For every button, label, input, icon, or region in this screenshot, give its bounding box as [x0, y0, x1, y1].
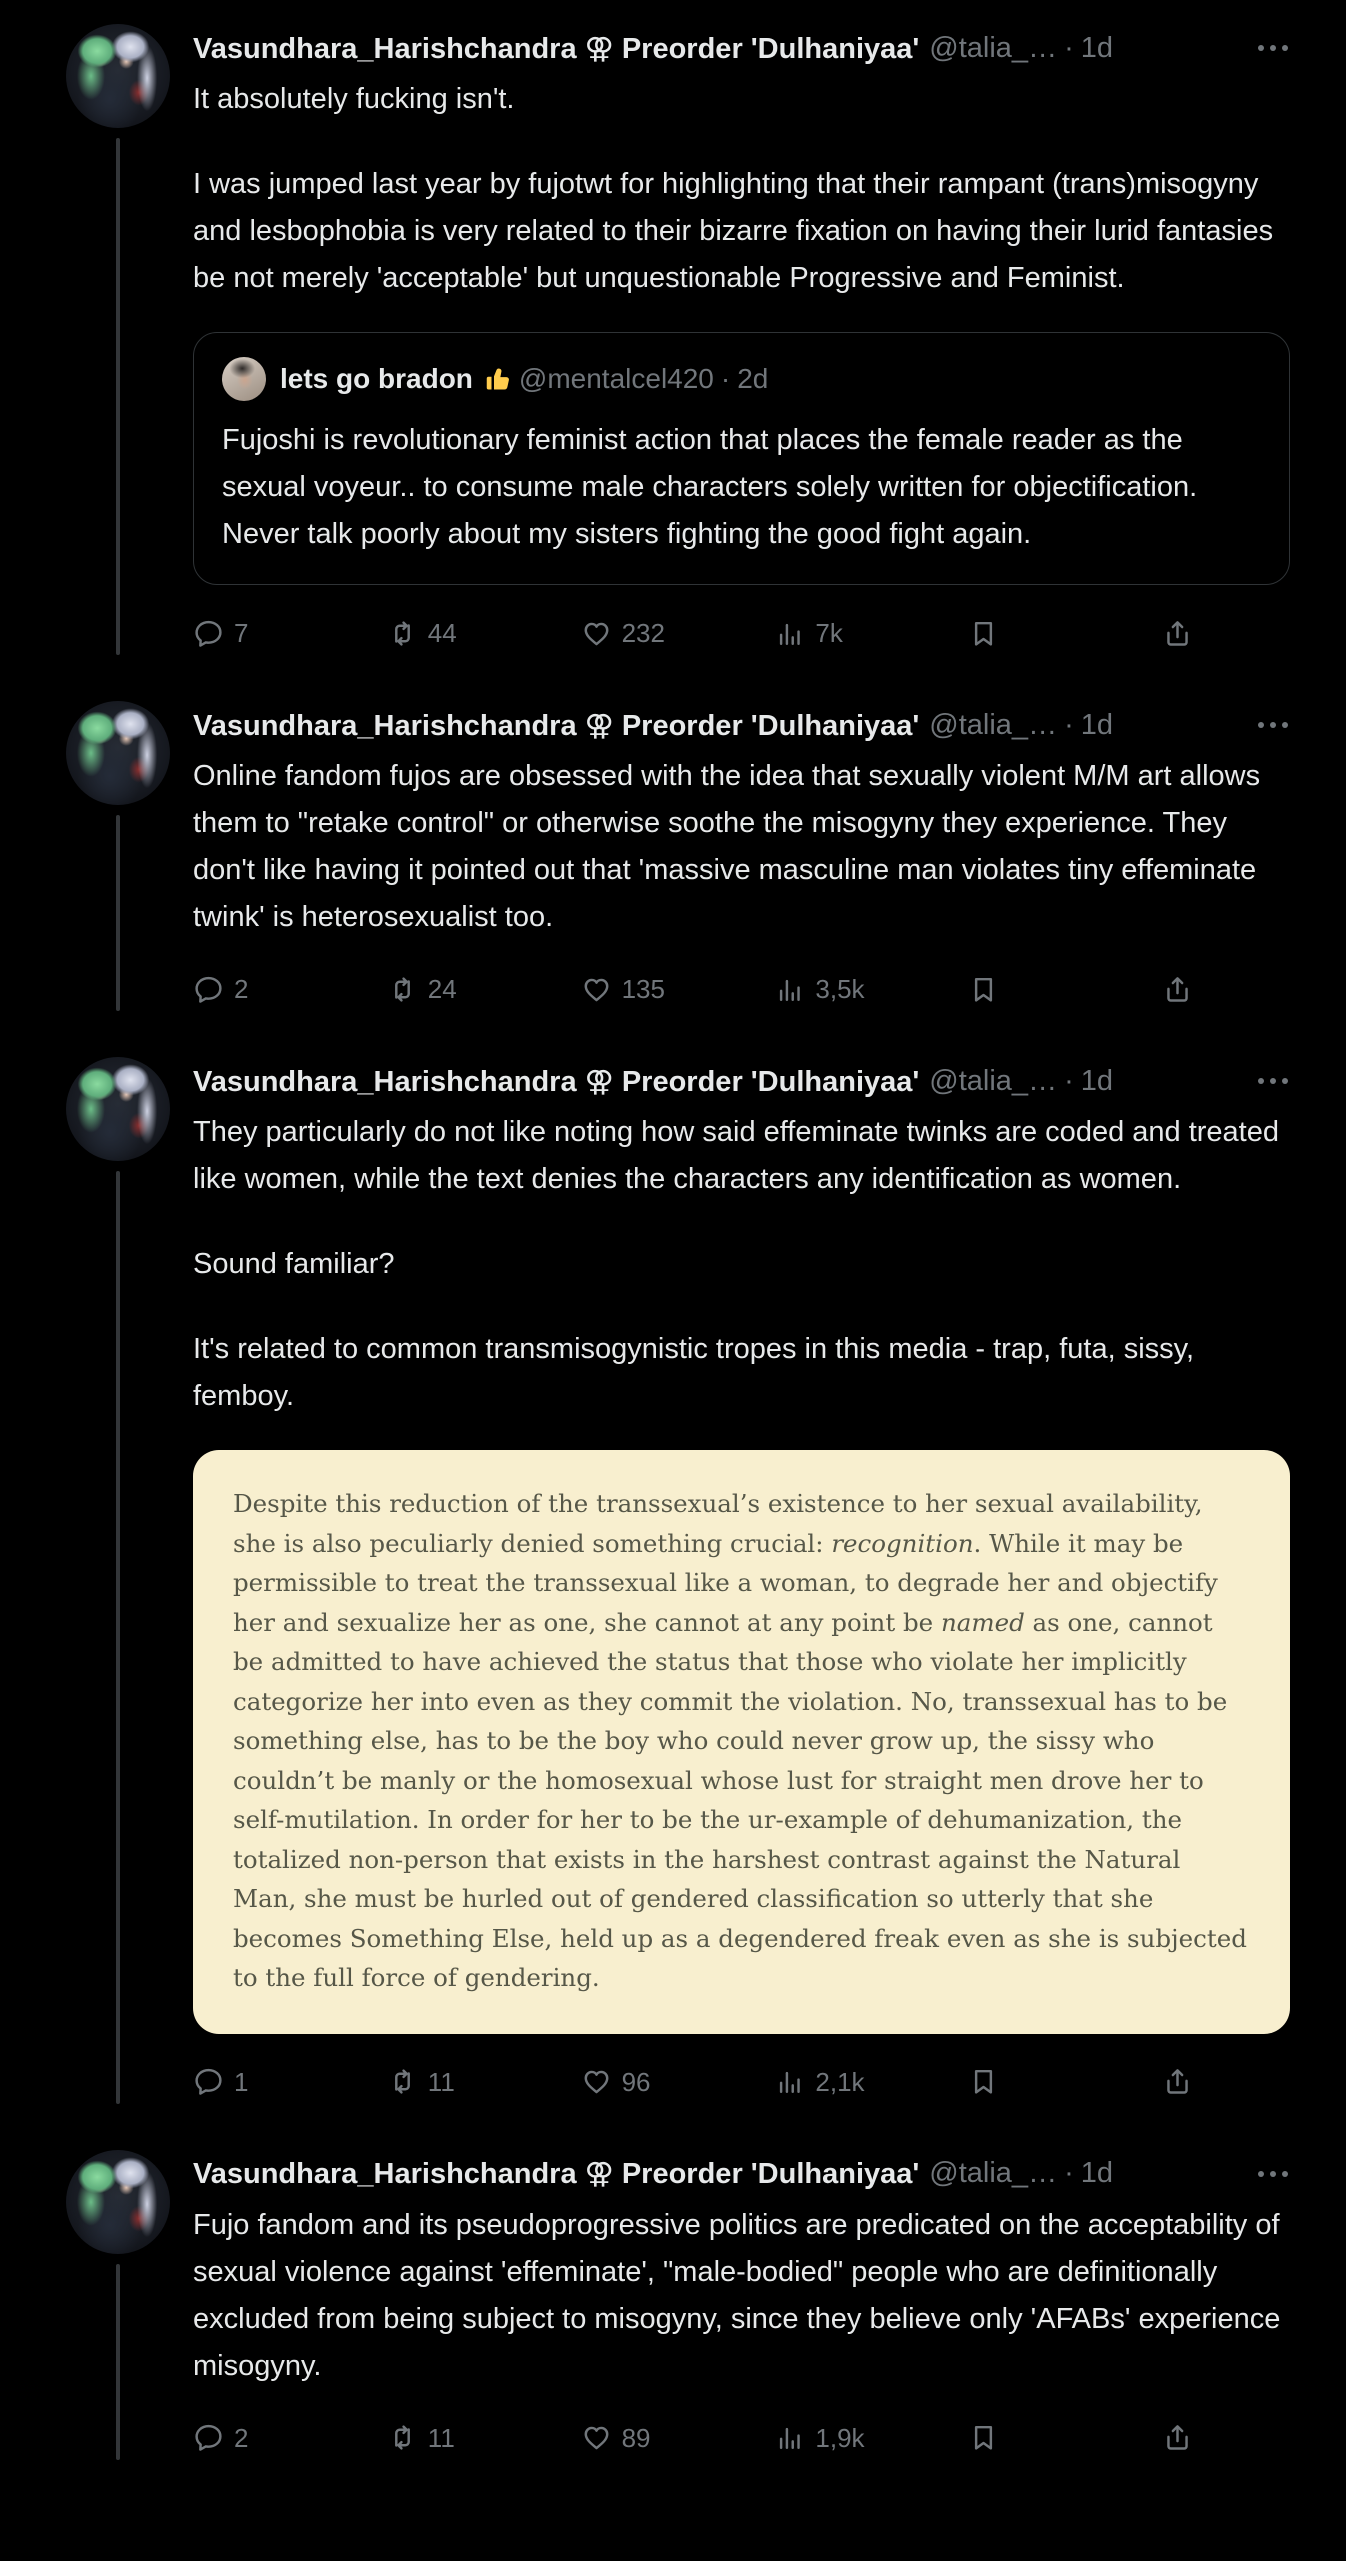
- more-button[interactable]: [1256, 2165, 1290, 2183]
- avatar[interactable]: [66, 24, 170, 128]
- header-separator: ·: [1064, 708, 1074, 741]
- excerpt-italic-word: recognition: [831, 1528, 974, 1558]
- repost-count: 11: [427, 2422, 455, 2453]
- share-icon: [1162, 2066, 1193, 2097]
- views-count: 1,9k: [815, 2422, 865, 2453]
- views-button[interactable]: [774, 974, 968, 1005]
- more-icon: [1258, 45, 1288, 51]
- bookmark-icon: [968, 618, 999, 649]
- repost-icon: [387, 2422, 418, 2453]
- like-icon: [581, 618, 612, 649]
- thread-connector-line: [116, 2264, 120, 2460]
- tweet-gutter: [66, 701, 170, 1011]
- bookmark-icon: [968, 2422, 999, 2453]
- tweet-header: [193, 2154, 1290, 2194]
- tweet-gutter: [66, 24, 170, 655]
- share-button[interactable]: [1162, 2066, 1193, 2097]
- quoted-tweet-header: [222, 357, 1261, 401]
- display-name[interactable]: Vasundhara_Harishchandra ⚢ Preorder 'Dulhaniyaa': [193, 2158, 920, 2190]
- tweet[interactable]: [0, 2150, 1346, 2460]
- header-separator: ·: [1064, 31, 1074, 64]
- tweet-paragraph[interactable]: It absolutely fucking isn't.: [193, 83, 515, 115]
- timestamp[interactable]: 1d: [1080, 31, 1114, 64]
- timestamp[interactable]: 1d: [1080, 2157, 1114, 2189]
- tweet-header: [193, 1061, 1290, 1101]
- quoted-handle[interactable]: @mentalcel420: [518, 363, 714, 394]
- tweet-header: [193, 705, 1290, 745]
- views-button[interactable]: [774, 2422, 968, 2453]
- tweet-actions: [193, 611, 1193, 655]
- reply-icon: [193, 618, 224, 649]
- quoted-display-name[interactable]: lets go bradon: [280, 363, 473, 394]
- excerpt-italic-word: named: [940, 1607, 1025, 1637]
- repost-count: 44: [427, 618, 457, 648]
- tweet-paragraph[interactable]: I was jumped last year by fujotwt for highlighting that their rampant (trans)misogyny and lesbophobia is very related to their bizarre fixation on having their lurid fantasies be not merely 'acceptable' but unquestionable Progressive and Feminist.: [193, 168, 1274, 294]
- display-name[interactable]: Vasundhara_Harishchandra ⚢ Preorder 'Dulhaniyaa': [193, 709, 920, 742]
- reply-button[interactable]: [193, 2066, 387, 2097]
- like-button[interactable]: [581, 2422, 775, 2453]
- reply-count: 2: [234, 974, 249, 1004]
- share-button[interactable]: [1162, 974, 1193, 1005]
- bookmark-button[interactable]: [968, 974, 1162, 1005]
- share-icon: [1162, 974, 1193, 1005]
- tweet-body[interactable]: [193, 753, 1290, 941]
- repost-count: 24: [427, 974, 457, 1004]
- share-button[interactable]: [1162, 2422, 1193, 2453]
- views-count: 3,5k: [815, 974, 865, 1004]
- like-count: 89: [621, 2422, 651, 2453]
- reply-icon: [193, 2422, 224, 2453]
- tweet-body[interactable]: [193, 76, 1290, 302]
- repost-icon: [387, 974, 418, 1005]
- tweet-header: [193, 28, 1290, 68]
- views-icon: [774, 2066, 805, 2097]
- repost-button[interactable]: [387, 974, 581, 1005]
- thumbs-up-emoji: [483, 364, 513, 394]
- tweet-body[interactable]: [193, 1109, 1290, 1420]
- excerpt-text: as one, cannot be admitted to have achieved the status that those who violate her implicitly categorize her into even as they commit the violation. No, transsexual has to be something else, has to be the boy who could never grow up, the sissy who couldn’t be manly or the homosexual whose lust for straight men drove her to self-mutilation. In order for her to be the ur-example of dehumanization, the totalized non-person that exists in the harshest contrast against the Natural Man, she must be hurled out of gendered classification so utterly that she becomes Something Else, held up as a degendered freak even as she is subjected to the full force of gendering.: [233, 1607, 1247, 1992]
- like-count: 232: [621, 618, 665, 648]
- more-icon: [1258, 722, 1288, 728]
- thread-connector-line: [116, 1171, 120, 2104]
- tweet-gutter: [66, 2150, 170, 2460]
- views-icon: [774, 974, 805, 1005]
- display-name[interactable]: Vasundhara_Harishchandra ⚢ Preorder 'Dulhaniyaa': [193, 32, 920, 65]
- views-button[interactable]: [774, 2066, 968, 2097]
- avatar[interactable]: [66, 1057, 170, 1161]
- user-handle[interactable]: @talia_…: [929, 2157, 1058, 2189]
- tweet-gutter: [66, 1057, 170, 2104]
- header-separator: ·: [1064, 2157, 1074, 2189]
- tweet-paragraph[interactable]: Fujo fandom and its pseudoprogressive politics are predicated on the acceptability of sexual violence against 'effeminate', "male-bodied" people who are definitionally excluded from being subject to misogyny, since they believe only 'AFABs' experience misogyny.: [193, 2208, 1281, 2382]
- tweet-actions: [193, 2060, 1193, 2104]
- bookmark-icon: [968, 974, 999, 1005]
- tweet-actions: [193, 967, 1193, 1011]
- timestamp[interactable]: 1d: [1080, 708, 1114, 741]
- like-button[interactable]: [581, 974, 775, 1005]
- quoted-avatar[interactable]: [222, 357, 266, 401]
- more-icon: [1258, 1078, 1288, 1084]
- thread-connector-line: [116, 138, 120, 655]
- quoted-separator: ·: [720, 363, 731, 394]
- reply-icon: [193, 974, 224, 1005]
- like-count: 96: [621, 2066, 651, 2097]
- thread-connector-line: [116, 815, 120, 1011]
- user-handle[interactable]: @talia_…: [929, 708, 1058, 741]
- tweet[interactable]: [0, 24, 1346, 655]
- avatar[interactable]: [66, 2150, 170, 2254]
- bookmark-button[interactable]: [968, 2066, 1162, 2097]
- repost-button[interactable]: [387, 618, 581, 649]
- reply-button[interactable]: [193, 974, 387, 1005]
- reply-button[interactable]: [193, 618, 387, 649]
- more-button[interactable]: [1256, 716, 1290, 734]
- tweet-paragraph[interactable]: Sound familiar?: [193, 1248, 395, 1280]
- tweet-actions: [193, 2416, 1193, 2460]
- views-count: 2,1k: [815, 2066, 865, 2097]
- repost-icon: [387, 618, 418, 649]
- like-icon: [581, 2422, 612, 2453]
- reply-count: 2: [234, 2422, 249, 2453]
- views-button[interactable]: [774, 618, 968, 649]
- repost-button[interactable]: [387, 2066, 581, 2097]
- header-separator: ·: [1064, 1064, 1074, 1097]
- tweet-paragraph[interactable]: It's related to common transmisogynistic tropes in this media - trap, futa, sissy, femboy.: [193, 1333, 1195, 1412]
- share-icon: [1162, 618, 1193, 649]
- like-count: 135: [621, 974, 665, 1004]
- views-icon: [774, 618, 805, 649]
- repost-button[interactable]: [387, 2422, 581, 2453]
- bookmark-button[interactable]: [968, 618, 1162, 649]
- reply-button[interactable]: [193, 2422, 387, 2453]
- excerpt-text: . While it may be permissible to treat the transsexual like a woman, to degrade her and objectify her and sexualize her as one, she cannot at any point be: [233, 1528, 1218, 1637]
- tweet-paragraph[interactable]: Online fandom fujos are obsessed with the idea that sexually violent M/M art allows them to "retake control" or otherwise soothe the misogyny they experience. They don't like having it pointed out that 'massive masculine man violates tiny effeminate twink' is heterosexualist too.: [193, 760, 1261, 933]
- like-icon: [581, 2066, 612, 2097]
- bookmark-button[interactable]: [968, 2422, 1162, 2453]
- like-button[interactable]: [581, 2066, 775, 2097]
- repost-icon: [387, 2066, 418, 2097]
- tweet[interactable]: [0, 701, 1346, 1011]
- user-handle[interactable]: @talia_…: [929, 31, 1058, 64]
- user-handle[interactable]: @talia_…: [929, 1064, 1058, 1097]
- share-button[interactable]: [1162, 618, 1193, 649]
- attached-book-excerpt-image[interactable]: [193, 1450, 1290, 2034]
- tweet-paragraph[interactable]: They particularly do not like noting how said effeminate twinks are coded and treated like women, while the text denies the characters any identification as women.: [193, 1116, 1279, 1195]
- like-button[interactable]: [581, 618, 775, 649]
- tweet-body[interactable]: [193, 2202, 1290, 2390]
- more-icon: [1258, 2171, 1288, 2177]
- quoted-timestamp[interactable]: 2d: [737, 363, 769, 394]
- views-count: 7k: [815, 618, 843, 648]
- tweet[interactable]: [0, 1057, 1346, 2104]
- avatar[interactable]: [66, 701, 170, 805]
- like-icon: [581, 974, 612, 1005]
- display-name[interactable]: Vasundhara_Harishchandra ⚢ Preorder 'Dulhaniyaa': [193, 1065, 920, 1098]
- reply-icon: [193, 2066, 224, 2097]
- timestamp[interactable]: 1d: [1080, 1064, 1114, 1097]
- share-icon: [1162, 2422, 1193, 2453]
- excerpt-text: Despite this reduction of the transsexual’s existence to her sexual availability, she is also peculiarly denied something crucial:: [233, 1489, 1203, 1558]
- repost-count: 11: [427, 2066, 455, 2097]
- views-icon: [774, 2422, 805, 2453]
- reply-count: 1: [234, 2066, 249, 2097]
- quoted-tweet-text[interactable]: Fujoshi is revolutionary feminist action that places the female reader as the sexual voyeur.. to consume male characters solely written for objectification. Never talk poorly about my sisters fighting the good fight again.: [222, 424, 1198, 550]
- bookmark-icon: [968, 2066, 999, 2097]
- more-button[interactable]: [1256, 1072, 1290, 1090]
- quoted-tweet[interactable]: [193, 332, 1290, 585]
- reply-count: 7: [234, 618, 249, 648]
- more-button[interactable]: [1256, 39, 1290, 57]
